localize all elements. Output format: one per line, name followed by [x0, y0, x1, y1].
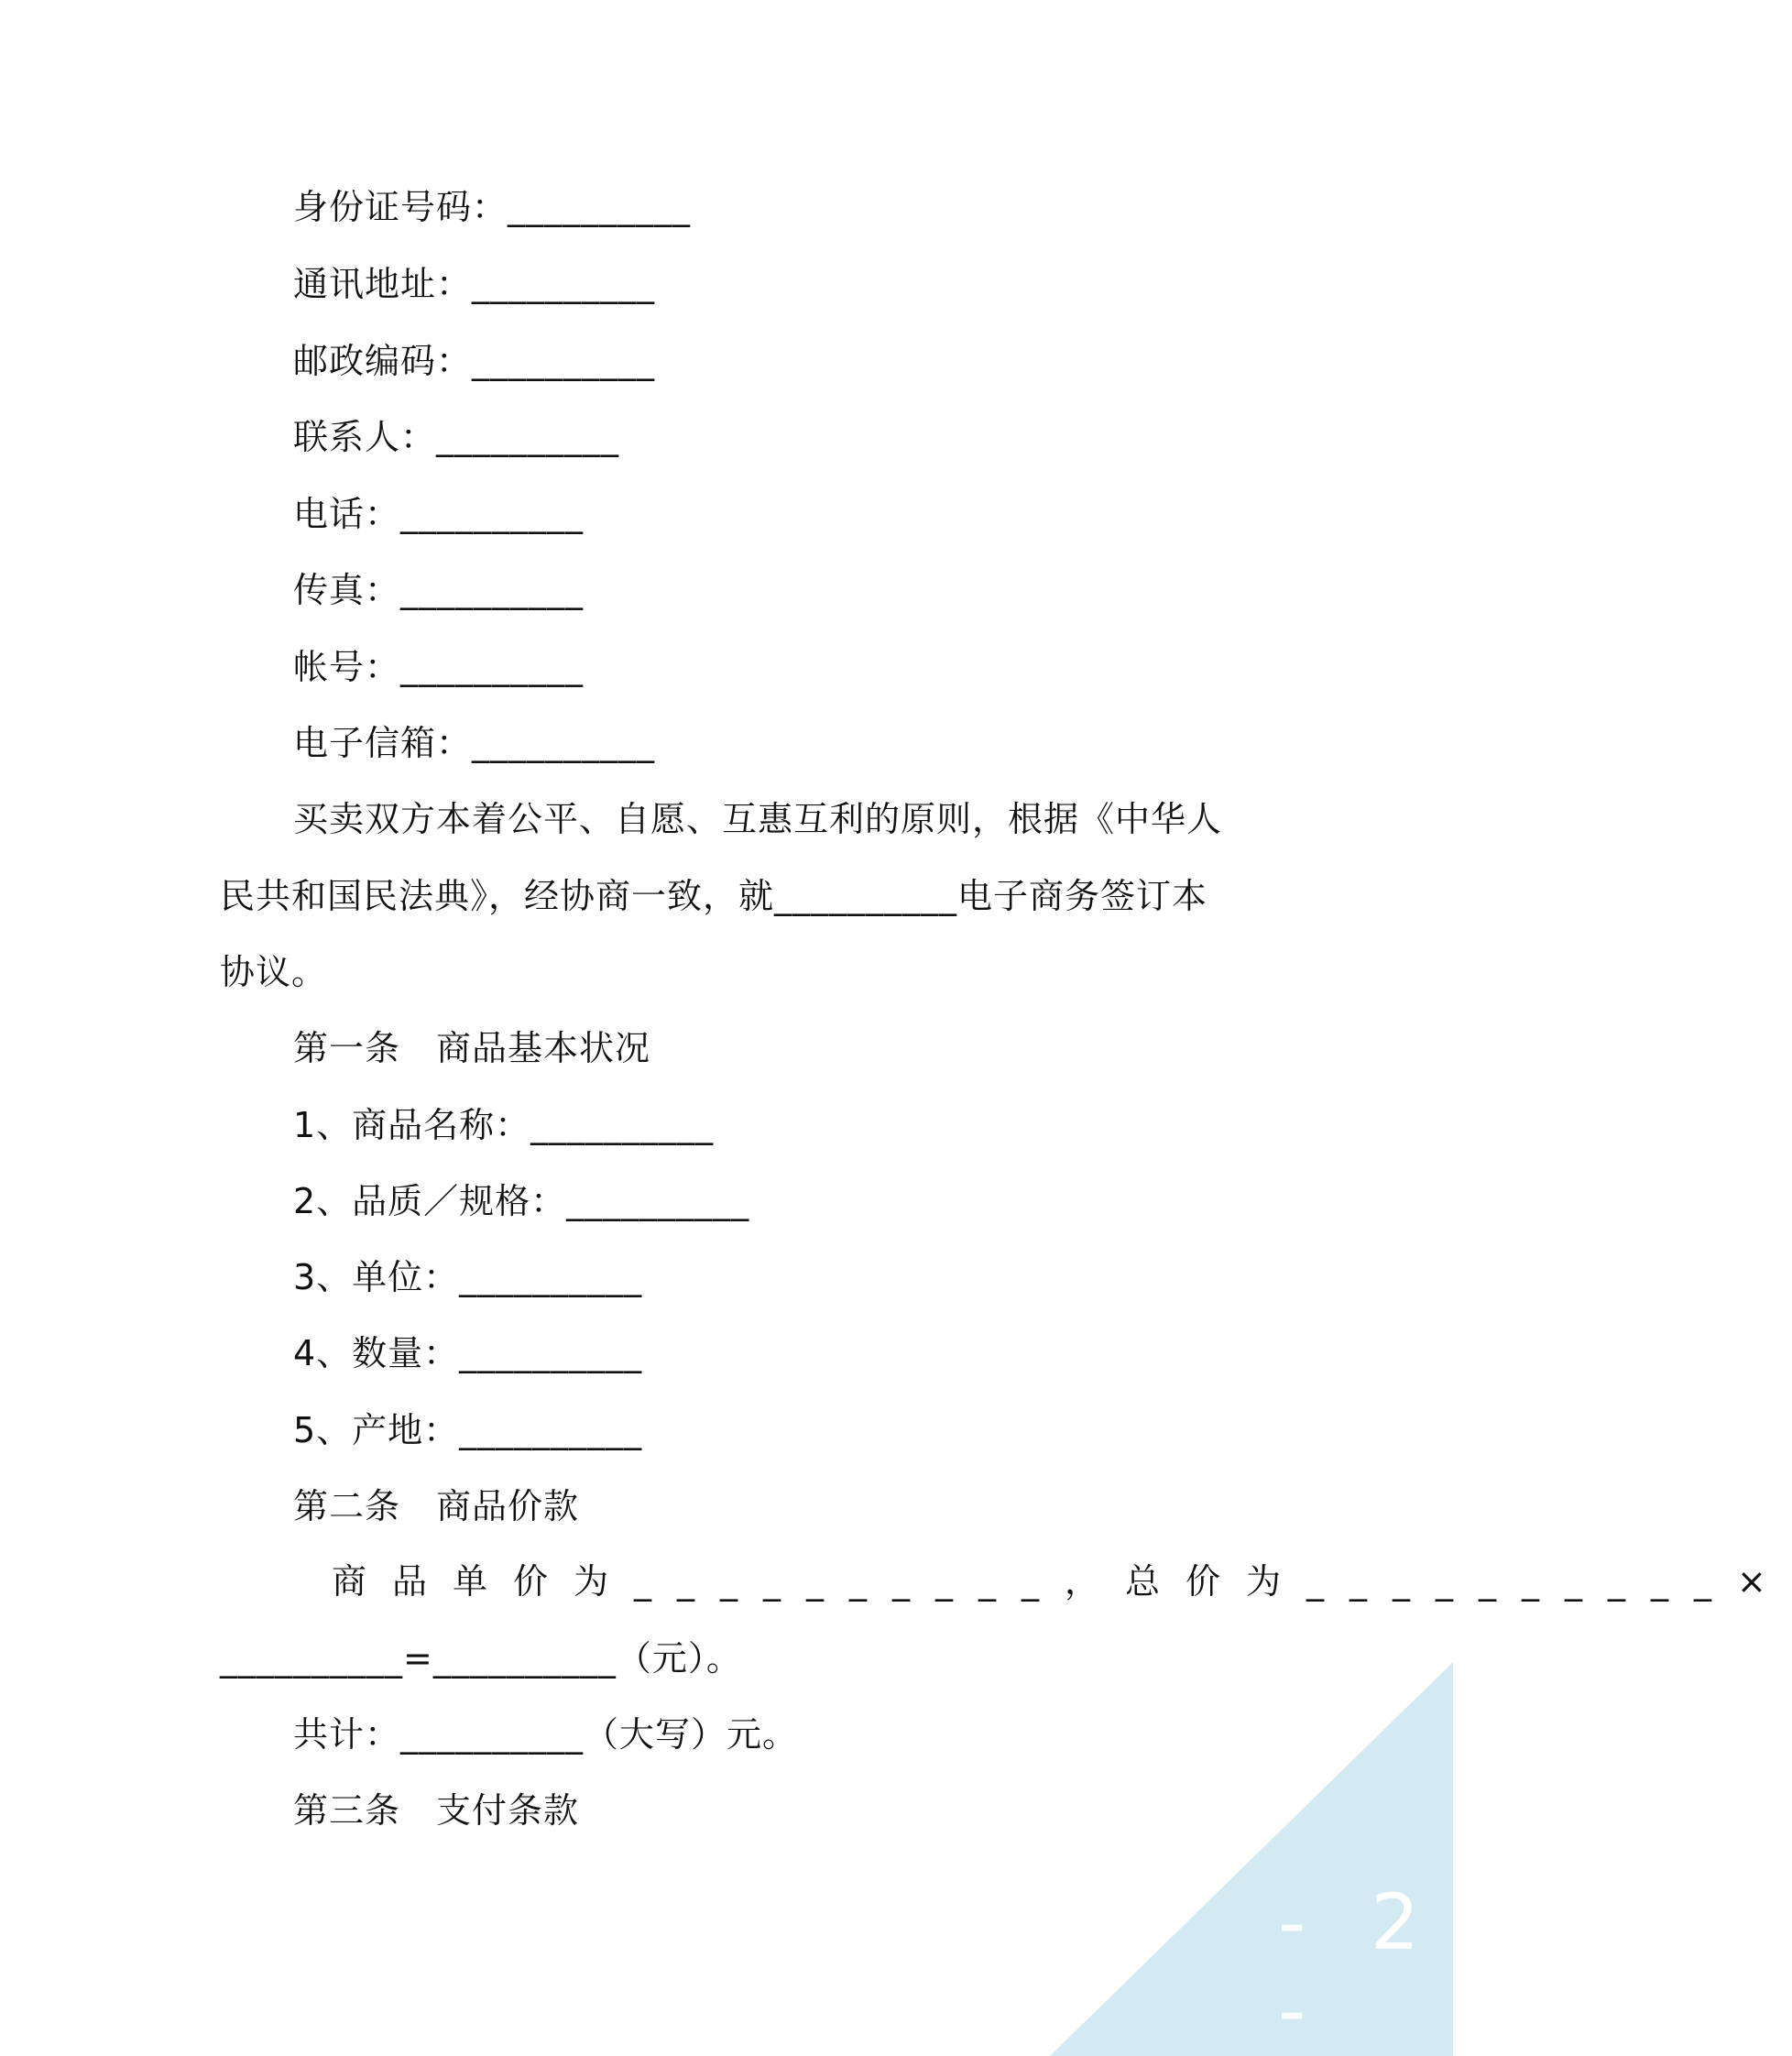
id-number-line: 身份证号码：__________ — [293, 187, 692, 227]
email-line: 电子信箱：__________ — [293, 723, 656, 763]
preamble-line-2: 民共和国民法典》，经协商一致，就__________电子商务签订本 — [220, 876, 1208, 916]
article-3-heading: 第三条 支付条款 — [293, 1790, 580, 1831]
fax-line: 传真：__________ — [293, 570, 585, 610]
address-line: 通讯地址：__________ — [293, 264, 656, 304]
postal-code-line: 邮政编码：__________ — [293, 341, 656, 381]
article-2-heading: 第二条 商品价款 — [293, 1486, 580, 1526]
preamble-line-3: 协议。 — [220, 952, 328, 992]
unit-line: 3、单位：__________ — [293, 1257, 643, 1297]
product-name-line: 1、商品名称：__________ — [293, 1105, 715, 1145]
price-line-1: 商品单价为__________，总价为__________× — [332, 1561, 1792, 1602]
phone-line: 电话：__________ — [293, 494, 585, 534]
total-uppercase-line: 共计：__________（大写）元。 — [293, 1714, 799, 1755]
preamble-line-1: 买卖双方本着公平、自愿、互惠互利的原则，根据《中华人 — [293, 799, 1223, 839]
account-line: 帐号：__________ — [293, 647, 585, 687]
page-number: - 2 - — [1278, 1877, 1440, 2055]
contact-person-line: 联系人：__________ — [293, 417, 620, 457]
quality-spec-line: 2、品质／规格：__________ — [293, 1181, 750, 1221]
origin-line: 5、产地：__________ — [293, 1410, 643, 1450]
article-1-heading: 第一条 商品基本状况 — [293, 1028, 651, 1068]
price-line-2: __________=__________（元）。 — [220, 1638, 742, 1679]
quantity-line: 4、数量：__________ — [293, 1333, 643, 1373]
